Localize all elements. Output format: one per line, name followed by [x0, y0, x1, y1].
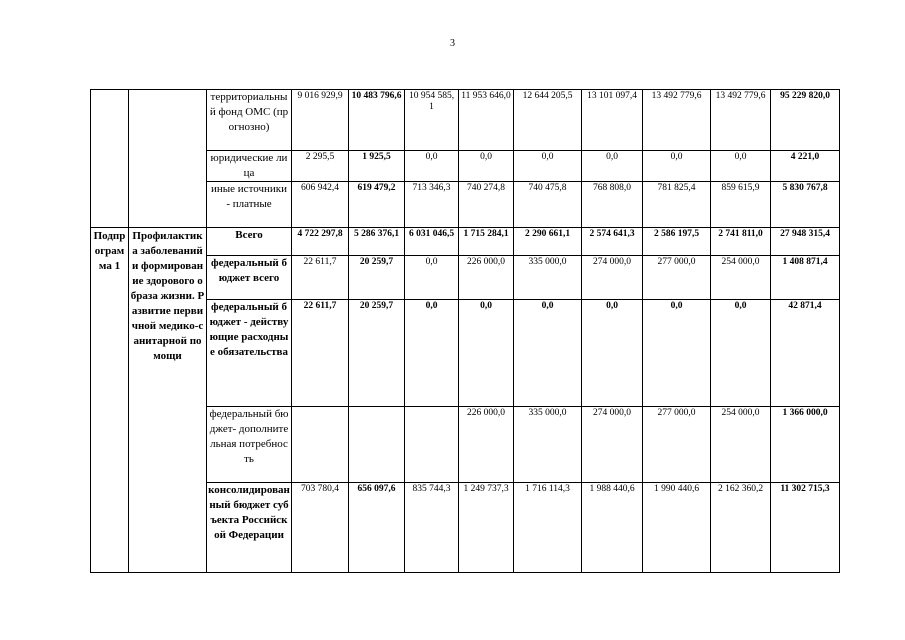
subprogram-label: Подпрограмма 1	[91, 228, 129, 573]
value-cell: 1 715 284,1	[459, 228, 514, 256]
total-cell: 42 871,4	[771, 300, 840, 407]
source-cell: федеральный бюджет- дополнительная потребность	[207, 407, 292, 483]
value-cell: 2 586 197,5	[643, 228, 711, 256]
value-cell: 0,0	[711, 300, 771, 407]
value-cell: 274 000,0	[582, 407, 643, 483]
value-cell: 0,0	[582, 300, 643, 407]
value-cell: 1 249 737,3	[459, 483, 514, 573]
value-cell: 13 101 097,4	[582, 90, 643, 151]
value-cell: 9 016 929,9	[292, 90, 349, 151]
value-cell: 20 259,7	[349, 300, 405, 407]
value-cell: 335 000,0	[514, 407, 582, 483]
total-cell: 4 221,0	[771, 151, 840, 182]
value-cell: 2 162 360,2	[711, 483, 771, 573]
value-cell: 0,0	[514, 300, 582, 407]
value-cell: 835 744,3	[405, 483, 459, 573]
source-cell: территориальный фонд ОМС (прогнозно)	[207, 90, 292, 151]
value-cell: 1 990 440,6	[643, 483, 711, 573]
value-cell: 6 031 046,5	[405, 228, 459, 256]
value-cell: 0,0	[711, 151, 771, 182]
value-cell: 12 644 205,5	[514, 90, 582, 151]
value-cell: 0,0	[514, 151, 582, 182]
source-cell: федеральный бюджет - действующие расходные обязательства	[207, 300, 292, 407]
value-cell	[349, 407, 405, 483]
value-cell: 740 274,8	[459, 182, 514, 228]
value-cell: 254 000,0	[711, 407, 771, 483]
value-cell: 1 716 114,3	[514, 483, 582, 573]
subprogram-title: Профилактика заболеваний и формирование здорового образа жизни. Развитие первичной медико-санитарной помощи	[129, 228, 207, 573]
value-cell: 0,0	[643, 300, 711, 407]
value-cell: 13 492 779,6	[711, 90, 771, 151]
value-cell: 781 825,4	[643, 182, 711, 228]
value-cell: 2 574 641,3	[582, 228, 643, 256]
value-cell: 22 611,7	[292, 300, 349, 407]
value-cell: 11 953 646,0	[459, 90, 514, 151]
value-cell: 619 479,2	[349, 182, 405, 228]
value-cell: 0,0	[405, 256, 459, 300]
value-cell: 20 259,7	[349, 256, 405, 300]
value-cell: 1 925,5	[349, 151, 405, 182]
value-cell: 277 000,0	[643, 407, 711, 483]
value-cell: 0,0	[405, 300, 459, 407]
value-cell: 5 286 376,1	[349, 228, 405, 256]
source-cell: иные источники - платные	[207, 182, 292, 228]
value-cell: 22 611,7	[292, 256, 349, 300]
value-cell: 0,0	[459, 151, 514, 182]
value-cell: 4 722 297,8	[292, 228, 349, 256]
total-cell: 5 830 767,8	[771, 182, 840, 228]
value-cell: 226 000,0	[459, 256, 514, 300]
value-cell: 0,0	[405, 151, 459, 182]
source-cell: федеральный бюджет всего	[207, 256, 292, 300]
value-cell: 713 346,3	[405, 182, 459, 228]
value-cell: 1 988 440,6	[582, 483, 643, 573]
value-cell: 10 954 585,1	[405, 90, 459, 151]
value-cell: 703 780,4	[292, 483, 349, 573]
table-row	[91, 90, 840, 151]
value-cell: 606 942,4	[292, 182, 349, 228]
value-cell: 0,0	[459, 300, 514, 407]
total-cell: 11 302 715,3	[771, 483, 840, 573]
value-cell: 335 000,0	[514, 256, 582, 300]
total-cell: 27 948 315,4	[771, 228, 840, 256]
page-number: 3	[450, 38, 455, 49]
value-cell: 2 295,5	[292, 151, 349, 182]
value-cell: 13 492 779,6	[643, 90, 711, 151]
value-cell: 277 000,0	[643, 256, 711, 300]
value-cell: 656 097,6	[349, 483, 405, 573]
table-row	[91, 228, 840, 256]
value-cell: 740 475,8	[514, 182, 582, 228]
value-cell: 274 000,0	[582, 256, 643, 300]
value-cell: 2 290 661,1	[514, 228, 582, 256]
empty-cell	[91, 90, 129, 228]
value-cell	[292, 407, 349, 483]
value-cell: 254 000,0	[711, 256, 771, 300]
budget-table	[90, 89, 840, 573]
value-cell	[405, 407, 459, 483]
value-cell: 226 000,0	[459, 407, 514, 483]
value-cell: 10 483 796,6	[349, 90, 405, 151]
source-cell: юридические лица	[207, 151, 292, 182]
value-cell: 0,0	[582, 151, 643, 182]
value-cell: 859 615,9	[711, 182, 771, 228]
total-cell: 95 229 820,0	[771, 90, 840, 151]
source-cell: консолидированный бюджет субъекта Российской Федерации	[207, 483, 292, 573]
total-cell: 1 408 871,4	[771, 256, 840, 300]
value-cell: 768 808,0	[582, 182, 643, 228]
total-cell: 1 366 000,0	[771, 407, 840, 483]
value-cell: 0,0	[643, 151, 711, 182]
value-cell: 2 741 811,0	[711, 228, 771, 256]
source-cell: Всего	[207, 228, 292, 256]
empty-cell	[129, 90, 207, 228]
